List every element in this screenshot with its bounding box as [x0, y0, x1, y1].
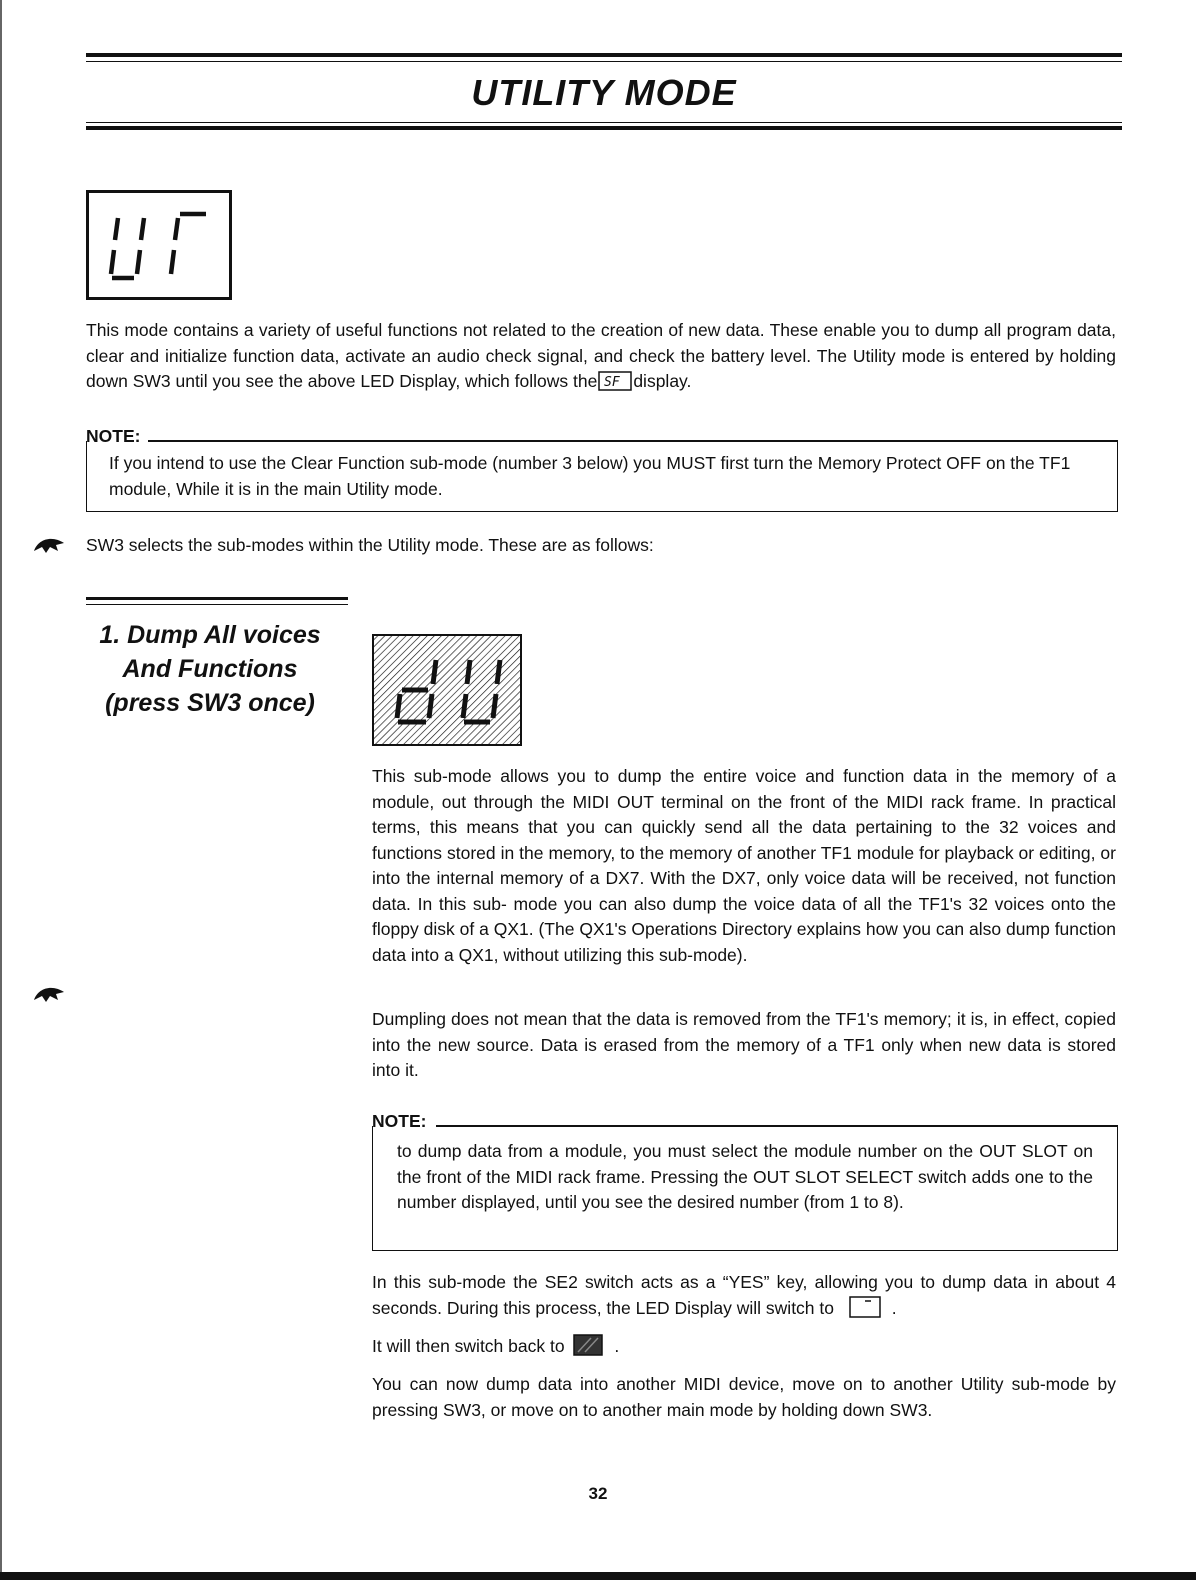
binding-edge: [0, 0, 2, 1580]
section1-para2: Dumpling does not mean that the data is removed from the TF1's memory; it is, in effect, copied into the new source. Data is erased from the memory of a TF1 only when new data is stored into it.: [372, 1009, 1116, 1080]
section1-para1: This sub-mode allows you to dump the entire voice and function data in the memory of a module, out through the MIDI OUT terminal on the front of the MIDI rack frame. In practical terms, this means that you can quickly send all the data pertaining to the 32 voices and functions stored in the memory, to the memory of another TF1 module for playback or editing, or into the internal memory of a DX7. With the DX7, only voice data will be received, not function data. In this sub- mode you can also dump the voice data of all the TF1's 32 voices onto the floppy disk of a QX1. (The QX1's Operations Directory explains how you can also dump function data into a QX1, without utilizing this sub-mode).: [372, 766, 1116, 965]
hand-pointer-icon: [32, 533, 66, 557]
page-title: UTILITY MODE: [471, 72, 737, 113]
led-display-graphic: [86, 190, 232, 300]
section1-heading-line2: And Functions: [122, 655, 298, 683]
section1-heading-line1: 1. Dump All voices: [99, 621, 321, 649]
para4-text: It will then switch back to: [372, 1336, 565, 1356]
utility-led-display: [86, 190, 232, 300]
section1-heading-line3: (press SW3 once): [105, 689, 315, 717]
note1-label: NOTE:: [86, 426, 141, 446]
note2-box: [372, 1126, 1118, 1251]
top-rule-thin: [86, 61, 1122, 62]
intro-suffix: display.: [633, 371, 692, 391]
section1-heading: [86, 618, 334, 720]
section1-rule-thin: [86, 604, 348, 605]
para3-text: In this sub-mode the SE2 switch acts as a “YES” key, allowing you to dump data in about 4 seconds. During this process, the LED Display will switch to: [372, 1272, 1116, 1318]
para3-end: .: [891, 1297, 897, 1318]
bottom-edge: [0, 1572, 1196, 1580]
section1-rule-thick: [86, 597, 348, 600]
page-number: 32: [588, 1484, 608, 1503]
sf-led-icon: [598, 371, 632, 399]
section1-para5: You can now dump data into another MIDI device, move on to another Utility sub-mode by pressing SW3, or move on to another main mode by holding down SW3.: [372, 1374, 1116, 1420]
intro-paragraph: [86, 318, 1116, 399]
dump-led-graphic: [372, 634, 522, 746]
note2-label: NOTE:: [372, 1111, 427, 1131]
para4-end: .: [614, 1336, 620, 1356]
section1-para4: [372, 1334, 1116, 1364]
dump-led-display: [372, 634, 522, 746]
hand-pointer-icon: [32, 982, 66, 1006]
title-rule-thin: [86, 122, 1122, 123]
note1-text: If you intend to use the Clear Function sub-mode (number 3 below) you MUST first turn the Memory Protect OFF on the TF1 module, While it is in the main Utility mode.: [109, 453, 1071, 499]
note1-box: [86, 441, 1118, 512]
sf-led-text: SF: [604, 375, 620, 390]
title-rule-thick: [86, 126, 1122, 130]
section1-para3: [372, 1270, 1116, 1325]
intro-text: This mode contains a variety of useful functions not related to the creation of new data. These enable you to dump all program data, clear and initialize function data, activate an audio check signal, and check the battery level. The Utility mode is entered by holding down SW3 until you see the above LED Display, which follows the: [86, 320, 1116, 391]
hatched-led-icon: [573, 1334, 603, 1364]
submodes-intro: SW3 selects the sub-modes within the Utility mode. These are as follows:: [86, 535, 654, 555]
blank-led-icon: [849, 1296, 881, 1326]
top-rule-thick: [86, 53, 1122, 57]
note2-text: to dump data from a module, you must select the module number on the OUT SLOT on the front of the MIDI rack frame. Pressing the OUT SLOT SELECT switch adds one to the number displayed, until you see the desired number (from 1 to 8).: [397, 1141, 1093, 1212]
